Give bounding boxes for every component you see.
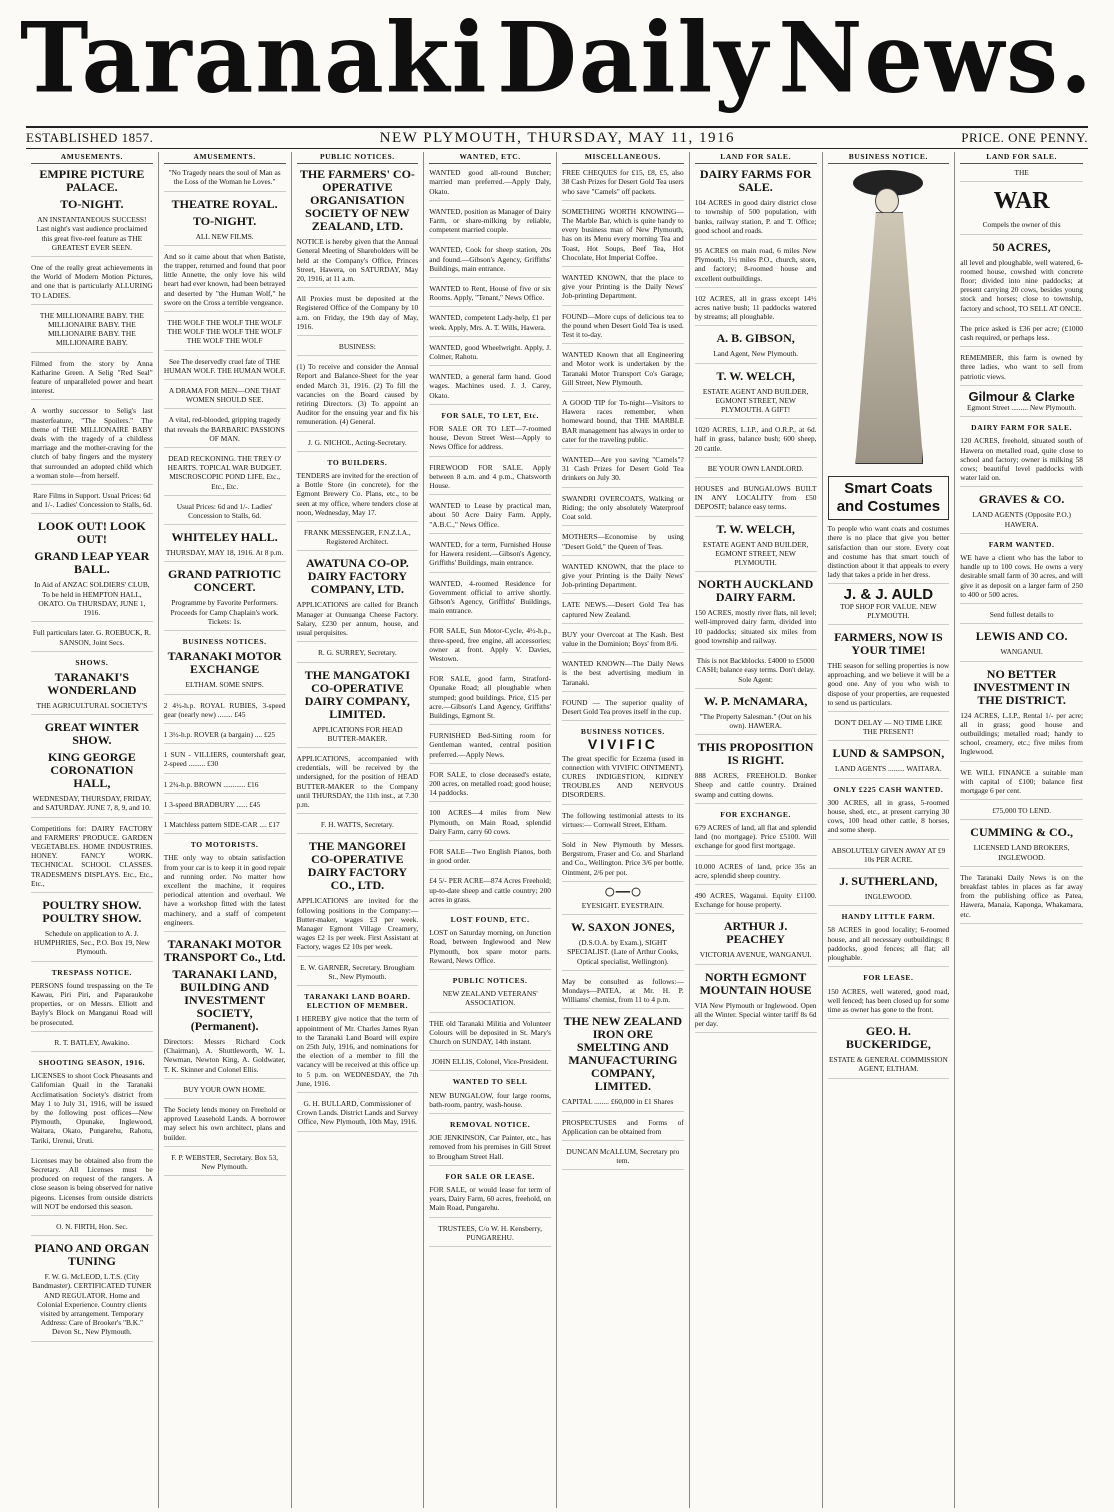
ad-text: NEW BUNGALOW, four large rooms, bath-room, pantry, wash-house. [429,1091,551,1114]
ad-text: LATE NEWS.—Desert Gold Tea has captured New Zealand. [562,600,684,623]
ad-text-centered: E. W. GARNER, Secretary. Brougham St., New Plymouth. [297,963,419,986]
established-text: ESTABLISHED 1857. [26,130,154,145]
ad-text: 1 3½-h.p. ROVER (a bargain) .... £25 [164,730,286,744]
spectacles-icon: ○─○ [603,880,643,903]
ad-text: FOR SALE OR TO LET—7-roomed house, Devon Street West—Apply to News Office for address. [429,424,551,457]
ad-text: WANTED, Cook for sheep station, 20s and found.—Gibson's Agency, Griffiths' Buildings, main entrance. [429,245,551,278]
ad-text-centered: AN INSTANTANEOUS SUCCESS! Last night's vast audience proclaimed this great five-reel feature as THE GREATEST EVER SEEN. [31,215,153,257]
ad-text-centered: JOHN ELLIS, Colonel, Vice-President. [429,1057,551,1071]
ad-headline: PIANO AND ORGAN TUNING [34,1241,150,1269]
ad-text: Filmed from the story by Anna Katharine Green. A Selig "Red Seal" feature of unparalleled power and heart interest. [31,359,153,401]
ad-text: 150 ACRES, mostly river flats, nil level; well-improved dairy farm, divided into 10 paddocks; situated six miles from good township and railway. [695,608,817,650]
ad-text: A worthy successor to Selig's last masterfeature, "The Spoilers." The theme of THE MILLIONAIRE BABY deals with the tragedy of a childless marriage and the mother-craving for the clutch of baby fingers and the mystery that surrounded an adopted child which a woman stole—from herself. [31,406,153,485]
ad-text: I HEREBY give notice that the term of appointment of Mr. Charles James Ryan to the Taranaki Land Board will expire on 25th July, 1916, and nominations for the election of a member to fill the vacancy will be received at this office up to 5 p.m. on WEDNESDAY, the 7th June, 1916. [297,1014,419,1093]
ad-text-centered: Usual Prices: 6d and 1/-. Ladies' Concession to Stalls, 6d. [164,502,286,525]
ad-headline: 50 ACRES, [992,239,1051,254]
section-heading: TARANAKI LAND BOARD. ELECTION OF MEMBER. [304,991,411,1011]
ad-text: WE have a client who has the labor to handle up to 100 cows. He owns a very desirable small farm of 30 acres, and will give it as deposit on a larger farm of 250 to 400 or 500 acres. [960,553,1083,604]
ad-text: WANTED KNOWN, that the place to give your Printing is the Daily News' Job-printing Department. [562,273,684,306]
ad-text: WANTED good all-round Butcher; married man preferred.—Apply Daly, Okato. [429,168,551,201]
ad-text: Sold in New Plymouth by Messrs. Bergstrom, Fraser and Co. and Sharland and Co., Wellington. Price 3/6 per bottle. Ointment, 2/6 per pot. [562,840,684,882]
ad-text: FIREWOOD FOR SALE. Apply between 8 a.m. and 4 p.m., Chatsworth House. [429,463,551,496]
ad-text: To people who want coats and costumes there is no place that give you better satisfaction than our store. Every coat and costume has that smart touch of distinction about it that appeals to every lady that takes a pride in her dress. [828,524,950,584]
ad-text: WANTED Known that all Engineering and Motor work is undertaken by the Taranaki Motor Transport Co's Garage, Gill Street, New Plymouth. [562,350,684,392]
ad-text-centered: See The deservedly cruel fate of THE HUMAN WOLF. THE HUMAN WOLF. [164,357,286,380]
ad-text: 100 ACRES—4 miles from New Plymouth, on Main Road, splendid Dairy Farm, carry 60 cows. [429,808,551,841]
dateline-bar [26,126,1088,149]
ad-text: FOUND—More cups of delicious tea to the pound when Desert Gold Tea is used. Test it to-day. [562,312,684,345]
ad-text: 1 2¾-h.p. BROWN ............ £16 [164,780,286,794]
ad-text: WANTED KNOWN, that the place to give your Printing is the Daily News' Job-printing Department. [562,562,684,595]
ad-headline: WHITELEY HALL. [171,530,278,545]
ad-text-centered: INGLEWOOD. [828,892,950,906]
section-heading: DAIRY FARM FOR SALE. [971,423,1073,433]
column-5 [557,152,690,1508]
column-heading: AMUSEMENTS. [31,152,153,164]
ad-text: 1 SUN - VILLIERS, countershaft gear, 2-speed ......... £30 [164,750,286,773]
column-7 [823,152,956,1508]
ad-headline: LOOK OUT! LOOK OUT! [37,519,146,547]
ad-text-centered: This is not Backblocks. £4000 to £5000 CASH; balance easy terms. Don't delay. Sole Agent: [695,656,817,689]
ad-text-centered: G. H. BULLARD, Commissioner of Crown Lands. District Lands and Survey Office, New Plymouth, 10th May, 1916. [297,1099,419,1132]
ad-text-centered: THURSDAY, MAY 18, 1916. At 8 p.m. [164,548,286,562]
ad-text-centered: Full particulars later. G. ROEBUCK, R. SANSON, Joint Secs. [31,628,153,651]
ad-headline: THE MANGATOKI CO-OPERATIVE DAIRY COMPANY, LIMITED. [304,667,410,721]
ad-headline: NORTH EGMONT MOUNTAIN HOUSE [699,969,812,997]
section-heading: FOR EXCHANGE. [720,809,791,819]
ad-text-centered: VICTORIA AVENUE, WANGANUI. [695,950,817,964]
ad-text: WANTED, good Wheelwright. Apply, J. Colmer, Rahotu. [429,343,551,366]
section-heading: ONLY £225 CASH WANTED. [833,784,944,794]
ad-text: THE old Taranaki Militia and Volunteer Colours will be deposited in St. Mary's Church on SUNDAY, 14th instant. [429,1019,551,1052]
title-word-1: Taranaki [20,1,489,115]
ad-headline: GRAND LEAP YEAR BALL. [34,549,150,577]
column-8 [955,152,1088,1508]
gilmour-clarke-brand: Gilmour & Clarke [968,388,1075,404]
ad-text-centered: THE WOLF THE WOLF THE WOLF THE WOLF THE WOLF THE WOLF THE WOLF THE WOLF [164,318,286,351]
ad-headline: CUMMING & CO., [970,825,1073,840]
ad-text-centered: BUSINESS: [297,342,419,356]
section-heading: TO BUILDERS. [327,457,388,467]
vivific-brand: VIVIFIC [587,736,658,753]
ad-text: FOR SALE, good farm, Stratford-Opunake Road; all ploughable when stumped; good buildings. Price, £15 per acre.—Gibson's Land Agency, Griffiths' Buildings, Egmont St. [429,674,551,725]
ad-text-centered: DEAD RECKONING. THE TREY O' HEARTS. TOPICAL WAR BUDGET. MISCROSCOPIC POND LIFE. Etc., Etc., Etc. [164,454,286,496]
ad-text-centered: F. P. WEBSTER, Secretary. Box 53, New Plymouth. [164,1153,286,1176]
ad-text-centered: BE YOUR OWN LANDLORD. [695,464,817,478]
section-heading: FOR LEASE. [863,973,914,983]
ad-text: FOR SALE, to close deceased's estate, 200 acres, on metalled road; good house; 14 paddocks. [429,770,551,803]
ad-text-centered: Programme by Favorite Performers. Proceeds for Camp Chaplain's work. Tickets: 1s. [164,598,286,631]
section-heading: FOR SALE, TO LET, Etc. [441,410,539,420]
ad-text-centered: LAND AGENTS (Opposite P.O.) HAWERA. [960,510,1083,533]
ad-text-centered: R. T. BATLEY, Awakino. [31,1038,153,1052]
ad-text: 300 ACRES, all in grass, 5-roomed house, shed, etc., at present carrying 30 cows, 100 head other cattle, 8 horses, and some sheep. [828,798,950,840]
ad-text-centered: THE MILLIONAIRE BABY. THE MILLIONAIRE BABY. THE MILLIONAIRE BABY. THE MILLIONAIRE BABY. [31,311,153,353]
title-word-2: Daily [497,1,770,115]
ad-text: 1 Matchless pattern SIDE-CAR .... £17 [164,820,286,834]
ad-headline: THIS PROPOSITION IS RIGHT. [697,740,814,768]
ad-headline: FARMERS, NOW IS YOUR TIME! [834,630,943,658]
ad-text: 679 ACRES of land, all flat and splendid land (no mortgage). Price £5100. Will exchange for good first mortgage. [695,823,817,856]
ad-text: PERSONS found trespassing on the Te Kawau, Piri Piri, and Paparaukohe properties, or on Messrs. Elliott and Bayly's Block on Manganui Road will be prosecuted. [31,981,153,1032]
ad-text: Directors: Messrs Richard Cock (Chairman), A. Shuttleworth, W. L. Newman, Newton King, A. Goldwater, T. K. Skinner and Colonel Ellis. [164,1037,286,1079]
ad-text-centered: LAND AGENTS ......... WAITARA. [828,764,950,778]
column-heading: WANTED, ETC. [429,152,551,164]
section-heading: TO MOTORISTS. [190,840,259,850]
ad-text: FOR SALE, or would lease for term of years, Dairy Farm, 60 acres, freehold, on Main Road, Pungarehu. [429,1185,551,1218]
ad-text: WANTED, a general farm hand. Good wages. Machines used. J. J. Carey, Okato. [429,372,551,405]
ad-headline: THE NEW ZEALAND IRON ORE SMELTING AND MANUFACTURING COMPANY, LIMITED. [563,1014,683,1094]
ad-text: WANTED to Lease by practical man, about 50 Acre Dairy Farm. Apply, "A.B.C.," News Office. [429,501,551,534]
ad-text-centered: NEW ZEALAND VETERANS' ASSOCIATION. [429,989,551,1012]
ad-text-centered: Compels the owner of this [960,220,1083,234]
ad-headline: TO-NIGHT. [193,213,257,228]
ad-text: THE season for selling properties is now approaching, and we believe it will be a good one. Any of you who wish to dispose of your properties, are requested to send us particulars. [828,661,950,712]
ad-text: 1020 ACRES, L.I.P., and O.R.P., at 6d. half in grass, balance bush; 600 sheep, 20 cattle. [695,425,817,458]
price-text: PRICE. ONE PENNY. [961,130,1088,145]
ad-text: 2 4½-h.p. ROYAL RUBIES, 3-speed gear (nearly new) ........ £45 [164,701,286,724]
ad-text: (1) To receive and consider the Annual Report and Balance-Sheet for the year ended March 31, 1916. (2) To fill the vacancies on the Board caused by retiring Directors. (3) To appoint an Auditor for the ensuing year and fix his remuneration. (4) General. [297,362,419,431]
column-1 [26,152,159,1508]
ad-text: REMEMBER, this farm is owned by three ladies, who want to sell from patriotic views. [960,353,1083,386]
ad-text: WANTED, competent Lady-help, £1 per week. Apply, Mrs. A. T. Wills, Hawera. [429,313,551,336]
ad-text-centered: Schedule on application to A. J. HUMPHRIES, Sec., P.O. Box 19, New Plymouth. [31,929,153,962]
ad-text-centered: THE AGRICULTURAL SOCIETY'S [31,701,153,715]
ad-text-centered: DUNCAN McALLUM, Secretary pro tem. [562,1147,684,1170]
ad-text-centered: F. W. G. McLEOD, L.T.S. (City Bandmaster). CERTIFICATED TUNER AND REGULATOR. Home and Colonial Experience. Country clients visited by arrangement. Temporary Address: Care of Brooker's "B.K." Devon St., New Plymouth. [31,1272,153,1341]
ad-headline: LUND & SAMPSON, [832,746,945,761]
column-heading: LAND FOR SALE. [695,152,817,164]
section-heading: HANDY LITTLE FARM. [841,912,936,922]
ad-headline: EMPIRE PICTURE PALACE. [39,167,145,195]
section-heading: SHOWS. [75,657,109,667]
ad-headline: T. W. WELCH, [716,521,795,536]
ad-text-centered: ABSOLUTELY GIVEN AWAY AT £9 10s PER ACRE. [828,846,950,869]
ad-text: The price asked is £36 per acre; (£1000 cash required, or perhaps less. [960,324,1083,347]
ad-text: TENDERS are invited for the erection of a Bottle Store (in concrete), for the Egmont Brewery Co. Plans, etc., to be seen at my office, where tenders close at noon, Wednesday, May 17. [297,471,419,522]
ad-text: 150 ACRES, well watered, good road, well fenced; has been closed up for some time as owner has gone to the front. [828,987,950,1020]
ad-text: 490 ACRES, Waganui. Equity £1100. Exchange for house property. [695,891,817,914]
column-heading: MISCELLANEOUS. [562,152,684,164]
ad-text: And so it came about that when Batiste, the trapper, returned and found that poor little Annette, the only love his wild heart had ever known, had been betrayed and deserted by "the Human Wolf," he swore on the Cross a terrible vengeance. [164,252,286,312]
ad-headline: GEO. H. BUCKERIDGE, [845,1024,931,1052]
ad-headline: W. SAXON JONES, [571,920,675,935]
ad-text-centered: ESTATE & GENERAL COMMISSION AGENT, ELTHAM. [828,1055,950,1078]
section-heading: SHOOTING SEASON, 1916. [38,1057,146,1067]
ad-text: FOUND — The superior quality of Desert Gold Tea proves itself in the cup. [562,698,684,721]
ad-headline: GRAVES & CO. [978,492,1065,507]
ad-headline: W. P. McNAMARA, [703,693,808,708]
ad-text: FREE CHEQUES for £15, £8, £5, also 38 Cash Prizes for Desert Gold Tea users who save "Camels" off packets. [562,168,684,201]
ad-text-centered: APPLICATIONS FOR HEAD BUTTER-MAKER. [297,725,419,748]
ad-headline: THE MANGOREI CO-OPERATIVE DAIRY FACTORY CO., LTD. [307,839,408,893]
ad-text: 58 ACRES in good locality; 6-roomed house, and all necessary outbuildings; 8 paddocks, good fences; all flat; all ploughable. [828,925,950,967]
ad-text-centered: EYESIGHT. EYESTRAIN. [562,901,684,915]
ad-text: £4 5/- PER ACRE—874 Acres Freehold; up-to-date sheep and cattle country; 200 acres in grass. [429,876,551,909]
ad-text: The Society lends money on Freehold or approved Leasehold Lands. A borrower may select his own architect, plans and builder. [164,1105,286,1147]
ad-headline: LEWIS AND CO. [975,629,1068,644]
ad-text: WE WILL FINANCE a suitable man with capital of £100; balance first mortgage 6 per cent. [960,768,1083,801]
ad-text: 124 ACRES, L.I.P., Rental 1/- per acre; all in grass; good house and outbuildings; metalled road; handy to school, creamery, etc.; five miles from Inglewood. [960,711,1083,762]
section-heading: FOR SALE OR LEASE. [445,1171,535,1181]
ad-text-centered: R. G. SURREY, Secretary. [297,648,419,662]
newspaper-title [20,1,1094,115]
ad-headline: DAIRY FARMS FOR SALE. [699,167,812,195]
section-heading: LOST FOUND, ETC. [450,914,530,924]
ad-text: The following testimonial attests to its virtues:— Cornwall Street, Eltham. [562,811,684,834]
ad-text: 95 ACRES on main road, 6 miles New Plymouth, 1½ miles P.O., church, store, and factory; 8-roomed house and excellent outbuildings. [695,246,817,288]
ad-text: APPLICATIONS are called for Branch Manager at Ounuanga Cheese Factory. Salary, £230 per annum, house, and usual perquisites. [297,600,419,642]
ad-text-centered: ESTATE AGENT AND BUILDER, EGMONT STREET, NEW PLYMOUTH. [695,540,817,573]
ad-text: APPLICATIONS are invited for the following positions in the Company:— Butter-maker, wages £3 per week. Manager Egmont Village Creamery, wages £2 1s per week. First Assistant at Factory, wages £2 10s per week. [297,896,419,956]
ad-text: all level and ploughable, well watered, 6-roomed house, cowshed with concrete floor; divided into nine paddocks; at present carrying 20 cows, besides young stock and horses; close to township, factory and school, TO SELL AT ONCE. [960,258,1083,318]
title-word-3: News. [778,1,1094,115]
columns-area [26,152,1088,1508]
ad-headline: TO-NIGHT. [60,197,124,212]
ad-headline: NORTH AUCKLAND DAIRY FARM. [697,577,814,605]
ad-text: HOUSES and BUNGALOWS BUILT IN ANY LOCALITY from £50 DEPOSIT; balance easy terms. [695,484,817,517]
section-heading: WANTED TO SELL [452,1077,528,1087]
ad-text-centered: ELTHAM. SOME SNIPS. [164,680,286,694]
ad-headline: THE FARMERS' CO-OPERATIVE ORGANISATION SOCIETY OF NEW ZEALAND, LTD. [299,167,415,234]
ad-text: 120 ACRES, freehold, situated south of Hawera on metalled road, quite close to school and factory; owner is milking 58 cows; beautiful level paddocks with water laid on. [960,436,1083,487]
ad-text: APPLICATIONS, accompanied with credentials, will be received by the undersigned, for the position of HEAD BUTTER-MAKER to the Company until THURSDAY, the 11th inst., at 7.30 p.m. [297,754,419,814]
ad-headline: TARANAKI'S WONDERLAND [47,669,137,697]
ad-headline: A. B. GIBSON, [716,331,795,346]
ad-text-centered: Egmont Street ......... New Plymouth. [960,403,1083,417]
ad-text-centered: WANGANUI. [960,647,1083,661]
column-3 [292,152,425,1508]
ad-text: WANTED KNOWN—The Daily News is the best advertising medium in Taranaki. [562,659,684,692]
ad-text: 1 3-speed BRADBURY ...... £45 [164,800,286,814]
ad-text: 104 ACRES in good dairy district close to township of 500 population, with banks, railway station, P. and T. Office; good school and roads. [695,198,817,240]
section-heading: BUSINESS NOTICES. [580,727,665,737]
column-heading: PUBLIC NOTICES. [297,152,419,164]
ad-text-centered: Rare Films in Support. Usual Prices: 6d and 1/-. Ladies' Concession to Stalls, 6d. [31,491,153,514]
column-heading: AMUSEMENTS. [164,152,286,164]
ad-headline: ARTHUR J. PEACHEY [723,919,788,947]
ad-text-centered: (D.S.O.A. by Exam.), SIGHT SPECIALIST. (Late of Arthur Cooks, Optical specialist, Wellington). [562,938,684,971]
coat-shape [855,212,923,464]
ad-text: WANTED, position as Manager of Dairy Farm, or share-milking by reliable, competent married couple. [429,207,551,240]
ad-headline: POULTRY SHOW. POULTRY SHOW. [42,897,142,925]
ad-text-centered: TRUSTEES, C/o W. H. Kensberry, PUNGAREHU. [429,1224,551,1247]
ad-text-centered: "No Tragedy nears the soul of Man as the Loss of the Woman he Loves." [164,168,286,191]
ad-headline: TARANAKI LAND, BUILDING AND INVESTMENT SOCIETY, (Permanent). [172,966,277,1033]
ad-headline: NO BETTER INVESTMENT IN THE DISTRICT. [973,666,1071,707]
ad-text: All Proxies must be deposited at the Registered Office of the Company by 10 a.m. on Friday, the 19th day of May, 1916. [297,294,419,336]
ad-text: Licenses may be obtained also from the Secretary. All Licenses must be produced on request of the rangers. A close season is being observed for native pigeons. Licenses from outside districts will NOT be endorsed this season. [31,1156,153,1216]
ad-text: NOTICE is hereby given that the Annual General Meeting of Shareholders will be held at the Company's Office, Princes Street, Hawera, on SATURDAY, May 20, 1916, at 11 a.m. [297,237,419,288]
ad-text-centered: O. N. FIRTH, Hon. Sec. [31,1222,153,1236]
ad-text: LICENSES to shoot Cock Pheasants and Californian Quail in the Taranaki Acclimatisation Society's district from May 1 to July 31, 1916, will be issued by the following post offices—New Plymouth, Opunake, Inglewood, Waitara, Okato, Pungarehu, Rahotu, Tariki, Urenui, Uruti. [31,1071,153,1150]
ad-display-headline: WAR [993,188,1050,215]
auld-brand: J. & J. AULD [843,586,934,604]
section-heading: PUBLIC NOTICES. [452,976,528,985]
section-heading: TRESPASS NOTICE. [51,967,133,977]
ad-text: FURNISHED Bed-Sitting room for Gentleman wanted, central position preferred.—Apply News. [429,731,551,764]
column-4 [424,152,557,1508]
ad-text: WANTED, for a term, Furnished House for Hawera resident.—Gibson's Agency, Griffiths' Buildings, main entrance. [429,540,551,573]
ad-text: PROSPECTUSES and Forms of Application can be obtained from [562,1118,684,1141]
ad-text: WANTED, 4-roomed Residence for Government official to arrive shortly. Gibson's Agency, Griffiths' Buildings, main entrance. [429,579,551,621]
column-heading: BUSINESS NOTICE. [828,152,950,164]
ad-text: VIA New Plymouth or Inglewood. Open all the Winter. Special winter tariff 8s 6d per day. [695,1001,817,1034]
ad-text-centered: ESTATE AGENT AND BUILDER, EGMONT STREET, NEW PLYMOUTH. A GIFT! [695,387,817,420]
ad-text-centered: THE [960,168,1083,182]
ad-headline: GREAT WINTER SHOW. [44,720,140,748]
ad-text: WANTED—Are you saving "Camels"? 31 Cash Prizes for Desert Gold Tea drinkers on July 30. [562,455,684,488]
ad-text: A GOOD TIP for To-night—Visitors to Hawera races remember, when homeward bound, that THE MARBLE BAR management has always in order to cater for the traveling public. [562,398,684,449]
smart-coats-banner: Smart Coats and Costumes [828,476,950,520]
ad-headline: J. SUTHERLAND, [839,874,938,889]
ad-text-centered: WEDNESDAY, THURSDAY, FRIDAY, and SATURDAY. JUNE 7, 8, 9, and 10. [31,794,153,817]
ad-text: SWANDRI OVERCOATS, Walking or Riding; the only absolutely Waterproof Coat sold. [562,494,684,527]
issue-date: NEW PLYMOUTH, THURSDAY, MAY 11, 1916 [379,130,735,146]
column-heading: LAND FOR SALE. [960,152,1083,164]
ad-text: One of the really great achievements in the World of Modern Motion Pictures, and one that is particularly ALLURING TO LADIES. [31,263,153,305]
ad-text-centered: LICENSED LAND BROKERS, INGLEWOOD. [960,843,1083,866]
ad-text: Competitions for: DAIRY FACTORY and FARMERS' PRODUCE. GARDEN VEGETABLES. HOME INDUSTRIES. HONEY. FANCY WORK. TECHNICAL SCHOOL CLASSES. TRADESMEN'S DISPLAYS. Etc., Etc., Etc., [31,824,153,893]
ad-text-centered: BUY YOUR OWN HOME. [164,1085,286,1099]
ad-text-centered: F. H. WATTS, Secretary. [297,820,419,834]
ad-headline: THEATRE ROYAL. [171,196,278,211]
ad-text-centered: In Aid of ANZAC SOLDIERS' CLUB, To be held in HEMPTON HALL, OKATO. On THURSDAY, JUNE 1, 1916. [31,580,153,622]
ad-text-centered: "The Property Salesman." (Out on his own). HAWERA. [695,712,817,735]
ad-text: JOE JENKINSON, Car Painter, etc., has removed from his premises in Gill Street to Brougham Street Hall. [429,1133,551,1166]
ad-headline: KING GEORGE CORONATION HALL, [48,750,136,791]
ad-headline: T. W. WELCH, [716,368,795,383]
ad-text-centered: ALL NEW FILMS. [164,232,286,246]
ad-text: MOTHERS—Economise by using "Desert Gold," the Queen of Teas. [562,532,684,555]
ad-text: 102 ACRES, all in grass except 14½ acres native bush; 11 paddocks watered by streams; all ploughable. [695,294,817,327]
ad-text: SOMETHING WORTH KNOWING—The Marble Bar, which is quite handy to every business man of New Plymouth, has on its Menu every morning Tea and Toast, Hot Soups, Beef Tea, Hot Chocolate, Hot Imperial Coffee. [562,207,684,267]
ad-text: WANTED to Rent, House of five or six Rooms. Apply, "Tenant," News Office. [429,284,551,307]
column-2 [159,152,292,1508]
woman-in-coat-illustration [833,170,943,470]
ad-headline: TARANAKI MOTOR EXCHANGE [167,649,282,677]
ad-text: THE only way to obtain satisfaction from your car is to keep it in good repair and running order. No matter how excellent the machine, it requires periodical attention and overhaul. We have a workshop fitted with the latest machinery, and a staff of competent engineers. [164,853,286,932]
ad-text-centered: A DRAMA FOR MEN—ONE THAT WOMEN SHOULD SEE. [164,386,286,409]
masthead [0,0,1114,122]
ad-text: CAPITAL ........ £60,000 in £1 Shares [562,1097,684,1111]
ad-text: LOST on Saturday morning, on Junction Road, between Inglewood and New Plymouth, box spare motor parts. Reward, News Office. [429,928,551,970]
section-heading: FARM WANTED. [988,539,1055,549]
ad-text: BUY your Overcoat at The Kash. Best value in the Dominion; Boys' from 8/6. [562,630,684,653]
ad-text-centered: TOP SHOP FOR VALUE. NEW PLYMOUTH. [828,602,950,625]
ad-text-centered: £75,000 TO LEND. [960,806,1083,820]
section-heading: BUSINESS NOTICES. [182,637,267,647]
ad-text: 10.000 ACRES of land, price 35s an acre, splendid sheep country. [695,862,817,885]
ad-text: FOR SALE—Two English Pianos, both in good order. [429,847,551,870]
ad-text: FOR SALE, Sun Motor-Cycle, 4½-h.p., three-speed, free engine, all accessories; owner at front. Apply V. Davies, Westown. [429,626,551,668]
column-6 [690,152,823,1508]
head-shape [875,188,899,214]
ad-text-centered: A vital, red-blooded, gripping tragedy that reveals the BARBARIC PASSIONS OF MAN. [164,415,286,448]
ad-text-centered: Send fullest details to [960,610,1083,624]
section-heading: REMOVAL NOTICE. [450,1120,531,1130]
ad-text-centered: FRANK MESSENGER, F.N.Z.I.A., Registered Architect. [297,528,419,551]
ad-text: The great specific for Eczema (used in connection with VIVIFIC OINTMENT). CURES INDIGESTION, KIDNEY TROUBLES AND NERVOUS DISORDERS. [562,754,684,805]
ad-text-centered: J. G. NICHOL, Acting-Secretary. [297,438,419,452]
ad-text: May be consulted as follows:— Mondays—PATEA, at Mr. H. P. Williams' chemist, from 11 to 4 p.m. [562,977,684,1010]
ad-text: 888 ACRES, FREEHOLD. Bonker Sheep and cattle country. Drained swamp and cutting downs. [695,771,817,804]
ad-text: The Taranaki Daily News is on the breakfast tables in places as far away from the publishing office as Patea, Hawera, Manaia, Kaponga, Whakamara, etc. [960,873,1083,924]
ad-headline: TARANAKI MOTOR TRANSPORT Co., Ltd. [163,936,286,964]
ad-headline: GRAND PATRIOTIC CONCERT. [168,567,282,595]
ad-text-centered: DON'T DELAY — NO TIME LIKE THE PRESENT! [828,718,950,741]
ad-headline: AWATUNA CO-OP. DAIRY FACTORY COMPANY, LTD. [306,556,409,597]
ad-text-centered: Land Agent, New Plymouth. [695,349,817,363]
